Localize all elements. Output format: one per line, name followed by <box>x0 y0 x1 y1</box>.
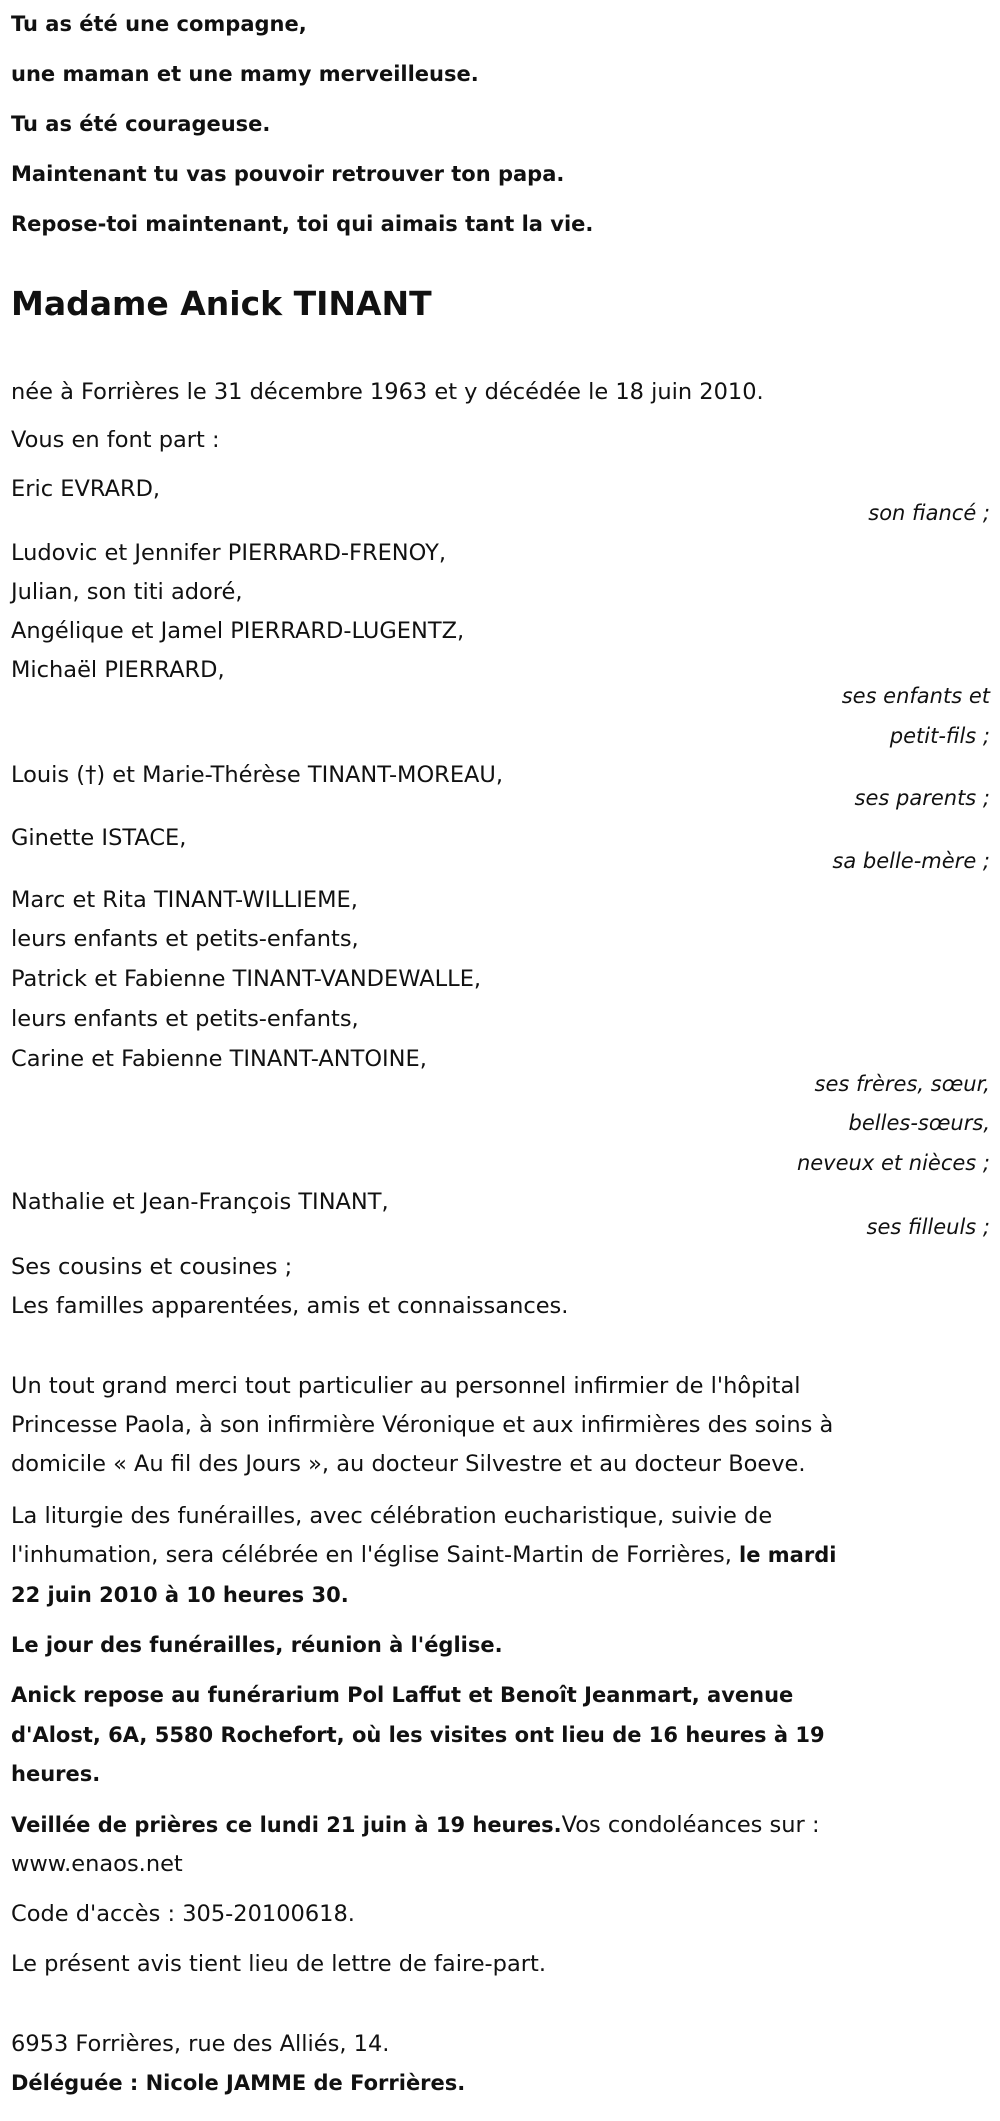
poem-line: une maman et une mamy merveilleuse. <box>11 62 479 86</box>
family-member: Ginette ISTACE, <box>11 825 187 851</box>
family-member: Marc et Rita TINANT-WILLIEME, <box>11 887 358 913</box>
relation-label: sa belle-mère ; <box>832 849 990 873</box>
address-text: 6953 Forrières, rue des Alliés, 14. <box>11 2031 390 2057</box>
condolences-text: Vos condoléances sur : <box>561 1812 820 1838</box>
family-member: Ses cousins et cousines ; <box>11 1254 293 1280</box>
relation-label: belles-sœurs, <box>848 1111 990 1135</box>
family-member: Julian, son titi adoré, <box>11 579 243 605</box>
family-member: Nathalie et Jean-François TINANT, <box>11 1189 389 1215</box>
liturgy-date-line: 22 juin 2010 à 10 heures 30. <box>11 1583 349 1607</box>
relation-label: petit-fils ; <box>889 724 990 748</box>
relation-label: ses enfants et <box>841 684 990 708</box>
family-member: Ludovic et Jennifer PIERRARD-FRENOY, <box>11 540 447 566</box>
meeting-text: Le jour des funérailles, réunion à l'église. <box>11 1633 503 1657</box>
access-code: Code d'accès : 305-20100618. <box>11 1901 355 1927</box>
notice-text: Le présent avis tient lieu de lettre de faire-part. <box>11 1951 546 1977</box>
relation-label: son fiancé ; <box>868 501 990 525</box>
relation-label: ses frères, sœur, <box>814 1072 990 1096</box>
relation-label: neveux et nièces ; <box>796 1151 990 1175</box>
liturgy-line: La liturgie des funérailles, avec célébration eucharistique, suivie de <box>11 1503 773 1529</box>
poem-line: Tu as été courageuse. <box>11 112 271 136</box>
funeral-home-line: heures. <box>11 1762 101 1786</box>
thanks-line: Princesse Paola, à son infirmière Véronique et aux infirmières des soins à <box>11 1412 834 1438</box>
liturgy-line <box>11 1535 836 1575</box>
poem-line: Repose-toi maintenant, toi qui aimais tant la vie. <box>11 212 594 236</box>
family-member: leurs enfants et petits-enfants, <box>11 926 359 952</box>
thanks-line: domicile « Au fil des Jours », au docteur Silvestre et au docteur Boeve. <box>11 1451 806 1477</box>
intro-text: Vous en font part : <box>11 427 220 453</box>
poem-line: Maintenant tu vas pouvoir retrouver ton papa. <box>11 162 565 186</box>
family-member: Eric EVRARD, <box>11 476 161 502</box>
thanks-line: Un tout grand merci tout particulier au personnel infirmier de l'hôpital <box>11 1373 801 1399</box>
family-member: leurs enfants et petits-enfants, <box>11 1006 359 1032</box>
delegate-text: Déléguée : Nicole JAMME de Forrières. <box>11 2071 466 2095</box>
relation-label: ses parents ; <box>854 786 990 810</box>
website-link[interactable]: www.enaos.net <box>11 1851 183 1877</box>
liturgy-text: l'inhumation, sera célébrée en l'église Saint-Martin de Forrières, <box>11 1542 740 1568</box>
birth-death-text: née à Forrières le 31 décembre 1963 et y décédée le 18 juin 2010. <box>11 379 764 405</box>
relation-label: ses filleuls ; <box>866 1215 990 1239</box>
vigil-text: Veillée de prières ce lundi 21 juin à 19 heures. <box>11 1813 562 1837</box>
family-member: Patrick et Fabienne TINANT-VANDEWALLE, <box>11 966 482 992</box>
family-member: Louis (†) et Marie-Thérèse TINANT-MOREAU, <box>11 762 504 788</box>
funeral-home-line: Anick repose au funérarium Pol Laffut et Benoît Jeanmart, avenue <box>11 1683 794 1707</box>
family-member: Carine et Fabienne TINANT-ANTOINE, <box>11 1046 427 1072</box>
poem-line: Tu as été une compagne, <box>11 12 307 36</box>
family-member: Les familles apparentées, amis et connaissances. <box>11 1293 569 1319</box>
vigil-line <box>11 1805 820 1845</box>
family-member: Angélique et Jamel PIERRARD-LUGENTZ, <box>11 618 465 644</box>
family-member: Michaël PIERRARD, <box>11 657 225 683</box>
funeral-home-line: d'Alost, 6A, 5580 Rochefort, où les visites ont lieu de 16 heures à 19 <box>11 1723 825 1747</box>
liturgy-date: le mardi <box>739 1543 837 1567</box>
deceased-name-title: Madame Anick TINANT <box>11 284 432 323</box>
